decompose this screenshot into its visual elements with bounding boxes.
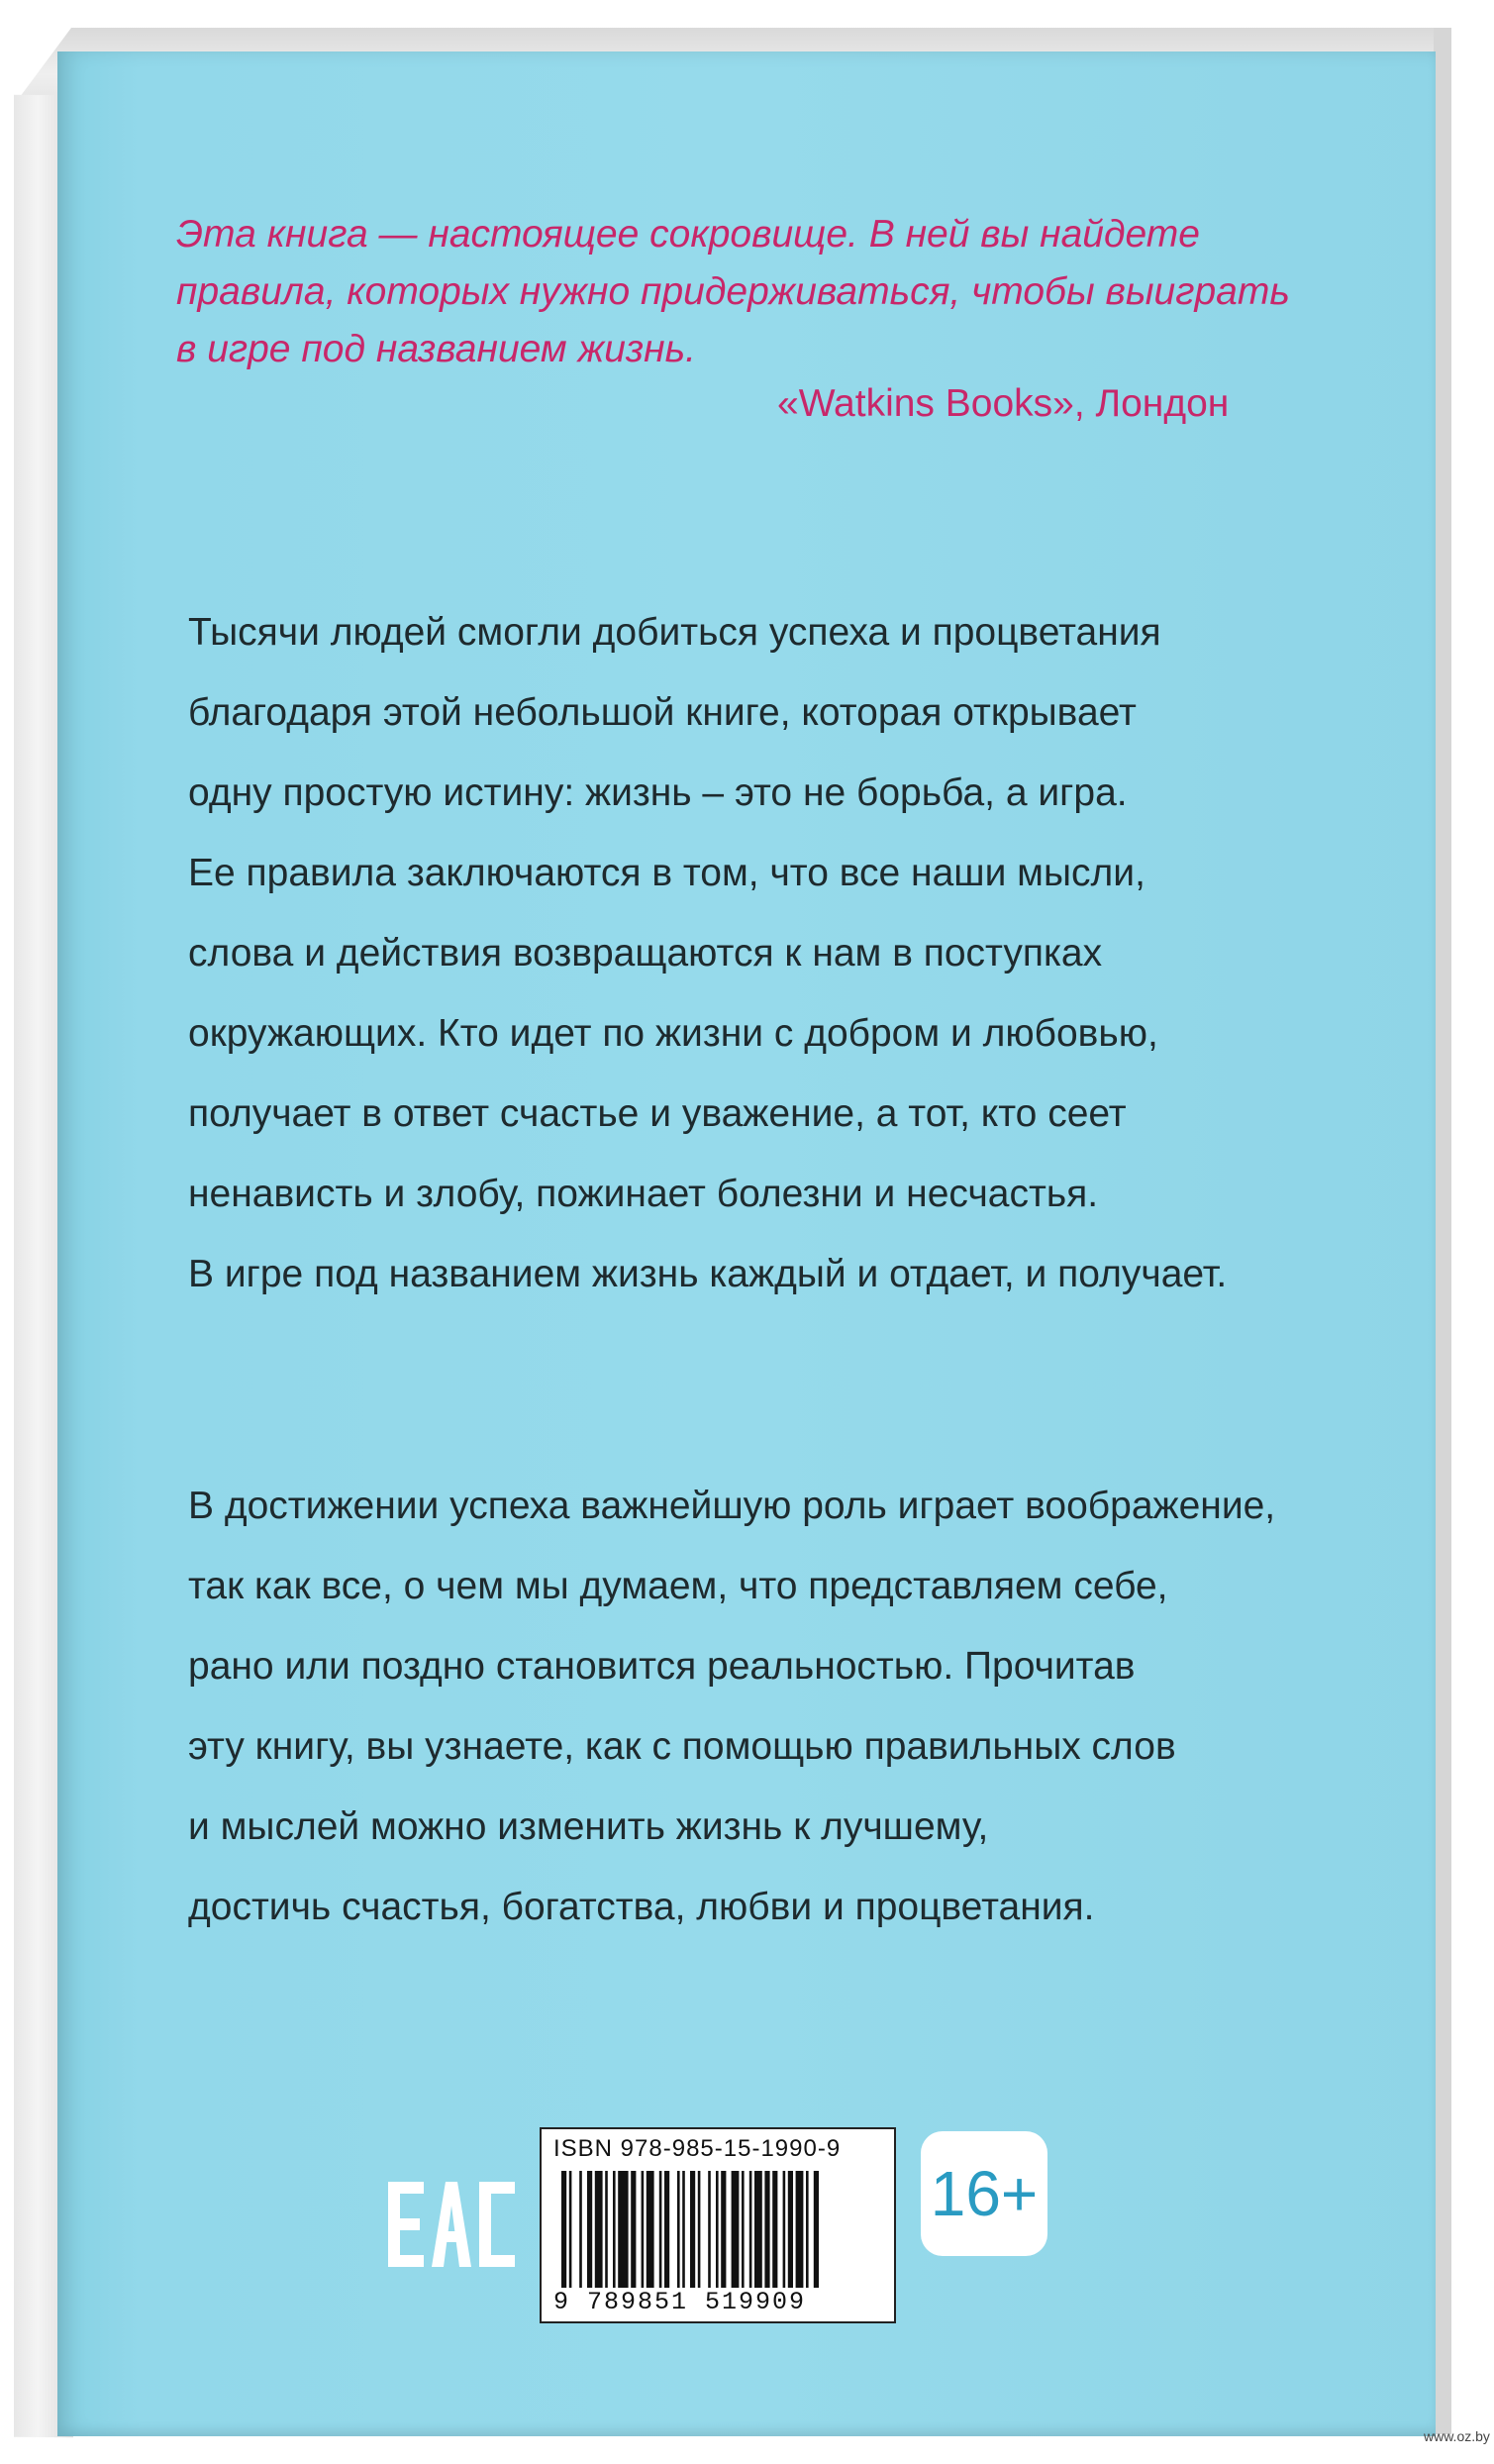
barcode-bar [742,2171,745,2288]
barcode-bar [579,2171,582,2288]
text-line: так как все, о чем мы думаем, что представляем себе, [188,1565,1168,1607]
barcode-bar [561,2171,566,2288]
barcode-bar [664,2171,669,2288]
text-line: Тысячи людей смогли добиться успеха и процветания [188,611,1161,654]
book-right-edge [1434,28,1451,2434]
text-line: и мыслей можно изменить жизнь к лучшему, [188,1805,989,1848]
text-line: слова и действия возвращаются к нам в поступках [188,932,1103,975]
barcode-bar [788,2171,793,2288]
barcode-bar [814,2171,819,2288]
barcode-bar [783,2171,786,2288]
barcode-bar [721,2171,726,2288]
barcode-bar [569,2171,572,2288]
barcode-bar [613,2171,616,2288]
quote-line: правила, которых нужно придерживаться, чтобы выиграть [176,270,1290,313]
text-line: окружающих. Кто идет по жизни с добром и любовью, [188,1012,1158,1055]
barcode-bar [708,2171,711,2288]
description-paragraph-2 [188,1466,1275,1947]
barcode-bar [690,2171,695,2288]
text-line: В игре под названием жизнь каждый и отдает, и получает. [188,1253,1228,1295]
barcode-bar [754,2171,762,2288]
review-quote [176,206,1290,378]
barcode-bar [642,2171,645,2288]
text-line: эту книгу, вы узнаете, как с помощью правильных слов [188,1725,1176,1768]
barcode-bar [587,2171,592,2288]
barcode-bar [647,2171,654,2288]
watermark: www.oz.by [1424,2428,1490,2444]
barcode-bar [732,2171,740,2288]
text-line: рано или поздно становится реальностью. Прочитав [188,1645,1136,1688]
age-rating-badge: 16+ [921,2131,1047,2256]
barcode-bar [716,2171,719,2288]
quote-line: Эта книга — настоящее сокровище. В ней вы найдете [176,213,1200,256]
barcode-bar [618,2171,628,2288]
barcode-bar [631,2171,636,2288]
barcode-bars [561,2171,878,2288]
quote-line: в игре под названием жизнь. [176,328,696,370]
barcode-bar [772,2171,777,2288]
text-line: благодаря этой небольшой книге, которая открывает [188,691,1137,734]
barcode-bar [605,2171,608,2288]
barcode [540,2127,896,2323]
text-line: В достижении успеха важнейшую роль играет воображение, [188,1485,1276,1527]
barcode-bar [698,2171,701,2288]
eac-mark-icon [388,2182,515,2267]
quote-source: «Watkins Books», Лондон [777,382,1230,425]
description-paragraph-1 [188,592,1227,1314]
text-line: Ее правила заключаются в том, что все наши мысли, [188,852,1145,894]
barcode-bar [764,2171,769,2288]
barcode-bar [796,2171,804,2288]
text-line: ненависть и злобу, пожинает болезни и несчастья. [188,1173,1099,1215]
text-line: достичь счастья, богатства, любви и процветания. [188,1886,1095,1928]
barcode-bar [595,2171,603,2288]
barcode-bar [749,2171,752,2288]
barcode-digits: 9 789851 519909 [553,2288,807,2316]
barcode-bar [677,2171,680,2288]
barcode-bar [682,2171,685,2288]
text-line: одну простую истину: жизнь – это не борьба, а игра. [188,771,1128,814]
text-line: получает в ответ счастье и уважение, а тот, кто сеет [188,1092,1127,1135]
barcode-bar [659,2171,662,2288]
isbn-label: ISBN 978-985-15-1990-9 [553,2135,842,2162]
barcode-bar [806,2171,809,2288]
